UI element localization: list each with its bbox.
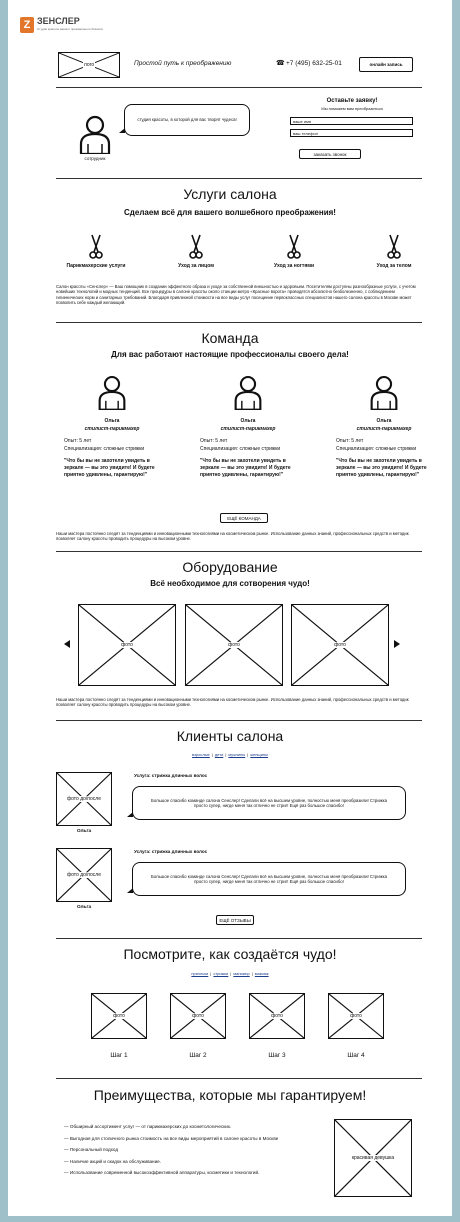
employee-caption: сотрудник [84, 156, 106, 161]
advantages-title: Преимущества, которые мы гарантируем! [93, 1087, 367, 1103]
divider [56, 322, 422, 323]
photo-caption: фото [334, 642, 346, 648]
phone-icon: ☎ [276, 60, 285, 67]
photo-caption: фото [271, 1013, 283, 1019]
filter-link[interactable]: женщины [250, 752, 269, 757]
scissors-icon [189, 234, 203, 260]
brand-name: ЗЕНСЛЕР [37, 16, 80, 26]
step-photo [249, 993, 305, 1039]
review-photo [56, 848, 112, 902]
photo-caption: фото [228, 642, 240, 648]
service-label[interactable]: Уход за лицом [178, 263, 214, 269]
team-note: Наши мастера постоянно следят за тенденциями и инновационными технологиями на косметическом рынке. Использование данных знаний, профессиональных средств и методик позволяет салону красоты проводить процедуры на высоком уровне. [56, 531, 409, 542]
equipment-title: Оборудование [182, 559, 278, 575]
scissors-icon [387, 234, 401, 260]
online-booking-button[interactable]: онлайн запись [359, 57, 413, 72]
team-member-experience: Опыт: 5 лет [64, 438, 92, 444]
advantage-item: — Обширный ассортимент услуг — от парикмахерских до косметологических. [64, 1124, 232, 1129]
step-label: Шаг 3 [268, 1052, 286, 1059]
client-filters [8, 752, 452, 757]
service-label[interactable]: Уход за телом [376, 263, 412, 269]
divider [56, 87, 422, 88]
team-member-role: стилист-парикмахер [220, 426, 276, 432]
request-form-title: Оставьте заявку! [326, 98, 378, 104]
filter-link[interactable]: маникюр [233, 971, 250, 976]
brand-tagline: Студия красоты вашего премиального бизнеса [37, 27, 103, 31]
team-member-specialization: Специализация: сложные стрижки [64, 446, 145, 452]
filter-separator: | [225, 752, 227, 757]
filter-separator: | [211, 752, 213, 757]
team-member-name: Ольга [240, 418, 256, 424]
advantages-list [64, 1124, 326, 1182]
team-title: Команда [201, 330, 259, 346]
team-member-experience: Опыт: 5 лет [336, 438, 364, 444]
team-member-specialization: Специализация: сложные стрижки [336, 446, 417, 452]
process-filters [8, 971, 452, 976]
divider [56, 938, 422, 939]
services-description: Салон красоты «Сенслер» — Ваш помощник в создании эффектного образа и уходе за собственной внешностью и здоровьем. Посетителям доступны разнообразные услуги, с учетом новейших технологий и модных тенденций. Все процедуры в салоне красоты около станции метро «Красные ворота» проводятся абсолютно безболезненно, с соблюдением гигиенических норм и санитарных требований. Благодаря привлекной стоимости на все виды услуг посещение первоклассных специалистов нашего салона красоты в Москве может позволить себе каждый желающий. [56, 284, 416, 306]
filter-link[interactable]: прически [191, 971, 209, 976]
name-input[interactable] [290, 117, 413, 125]
services-subtitle: Сделаем всё для вашего волшебного преображения! [124, 208, 336, 217]
step-photo [170, 993, 226, 1039]
clients-title: Клиенты салона [176, 728, 284, 744]
team-member-role: стилист-парикмахер [84, 426, 140, 432]
services-title: Услуги салона [183, 186, 277, 202]
filter-link[interactable]: дети [214, 752, 224, 757]
scissors-icon [287, 234, 301, 260]
team-member-name: Ольга [104, 418, 120, 424]
header-phone[interactable]: +7 (495) 632-25-01 [286, 60, 342, 67]
review-service: Услуга: стрижка длинных волос [134, 773, 208, 778]
service-label[interactable]: Уход за ногтями [273, 263, 315, 269]
review-speech-bubble: Большое спасибо команде салона Сенслер! Сделали всё на высшем уровне, полностью меня преобразили! Стрижка просто супер, нигде меня так отлично не стриг! Ещё раз большое спасибо! [132, 862, 406, 896]
step-photo [91, 993, 147, 1039]
review-photo [56, 772, 112, 826]
filter-separator: | [247, 752, 249, 757]
team-member-quote: "Что бы вы не захотели увидеть в зеркале — вы это увидите! И будете приятно удивлены, гарантирую!" [336, 458, 427, 478]
filter-separator: | [251, 971, 253, 976]
hero-speech-bubble: студия красоты, в которой для вас творят чудеса! [124, 104, 250, 136]
team-member-experience: Опыт: 5 лет [200, 438, 228, 444]
page [8, 0, 452, 1216]
service-label[interactable]: Парикмахерские услуги [66, 263, 126, 269]
review-service: Услуга: стрижка длинных волос [134, 849, 208, 854]
team-member-card [336, 374, 432, 479]
photo-caption: фото [121, 642, 133, 648]
scissors-icon [89, 234, 103, 260]
logo-caption: лого [83, 62, 95, 68]
photo-caption: фото [350, 1013, 362, 1019]
filter-link[interactable]: макияж [254, 971, 269, 976]
team-member-name: Ольга [376, 418, 392, 424]
step-label: Шаг 4 [347, 1052, 365, 1059]
request-form-subtitle: Мы поможем вам преобразиться [321, 106, 383, 111]
divider [56, 1078, 422, 1079]
team-member-quote: "Что бы вы не захотели увидеть в зеркале — вы это увидите! И будете приятно удивлены, гарантирую!" [200, 458, 291, 478]
filter-separator: | [210, 971, 212, 976]
filter-link[interactable]: взрослые [191, 752, 210, 757]
beautiful-girl-photo [334, 1119, 412, 1197]
review-client-name: Ольга [76, 905, 92, 910]
review-client-name: Ольга [76, 829, 92, 834]
advantage-item: — Персональный подход [64, 1147, 119, 1152]
equipment-photo-3 [291, 604, 389, 686]
photo-caption: фото до/после [67, 872, 101, 878]
team-member-card [64, 374, 160, 479]
team-member-card [200, 374, 296, 479]
header-slogan: Простой путь к преображению [134, 60, 232, 67]
team-member-avatar-icon [369, 374, 399, 410]
team-subtitle: Для вас работают настоящие профессионалы своего дела! [111, 350, 349, 359]
photo-caption: красивая девушка [351, 1155, 395, 1161]
advantage-item: — Использование современной высокоэффективной аппаратуры, косметики и технологий. [64, 1170, 260, 1175]
review-speech-bubble: Большое спасибо команде салона Сенслер! Сделали всё на высшем уровне, полностью меня преобразили! Стрижка просто супер, нигде меня так отлично не стриг! Ещё раз большое спасибо! [132, 786, 406, 820]
equipment-note: Наши мастера постоянно следят за тенденциями и инновационными технологиями на косметическом рынке. Использование данных знаний, профессиональных средств и методик позволяет салону красоты проводить процедуры на высоком уровне. [56, 697, 409, 708]
filter-separator: | [230, 971, 232, 976]
filter-link[interactable]: стрижки [213, 971, 229, 976]
photo-caption: фото [192, 1013, 204, 1019]
header-logo-placeholder [58, 52, 120, 78]
step-label: Шаг 1 [110, 1052, 128, 1059]
equipment-photo-1 [78, 604, 176, 686]
team-member-avatar-icon [97, 374, 127, 410]
brand-mark-icon: Z [20, 17, 34, 33]
filter-link[interactable]: мужчины [228, 752, 246, 757]
employee-avatar-icon [78, 114, 112, 154]
equipment-subtitle: Всё необходимое для сотворения чудо! [150, 579, 310, 588]
request-call-button[interactable]: заказать звонок [299, 149, 361, 159]
divider [56, 720, 422, 721]
process-title: Посмотрите, как создаётся чудо! [123, 946, 337, 962]
advantage-item: — Выгодная для столичного рынка стоимость на все виды мероприятий в салоне красоты в Москве [64, 1135, 279, 1141]
step-label: Шаг 2 [189, 1052, 207, 1059]
team-member-role: стилист-парикмахер [356, 426, 412, 432]
divider [56, 178, 422, 179]
equipment-photo-2 [185, 604, 283, 686]
team-member-quote: "Что бы вы не захотели увидеть в зеркале — вы это увидите! И будете приятно удивлены, гарантирую!" [64, 458, 155, 478]
advantage-item: — Наличие акций и скидок на обслуживание. [64, 1158, 161, 1164]
carousel-prev-arrow-icon[interactable] [64, 640, 70, 648]
photo-caption: фото [113, 1013, 125, 1019]
team-member-specialization: Специализация: сложные стрижки [200, 446, 281, 452]
more-reviews-button[interactable]: ЕЩЁ ОТЗЫВЫ [216, 915, 254, 925]
photo-caption: фото до/после [67, 796, 101, 802]
step-photo [328, 993, 384, 1039]
divider [56, 551, 422, 552]
team-member-avatar-icon [233, 374, 263, 410]
more-team-button[interactable]: ЕЩЁ КОМАНДА [220, 513, 268, 523]
carousel-next-arrow-icon[interactable] [394, 640, 400, 648]
phone-input[interactable] [290, 129, 413, 137]
brand-logo[interactable] [20, 14, 120, 38]
